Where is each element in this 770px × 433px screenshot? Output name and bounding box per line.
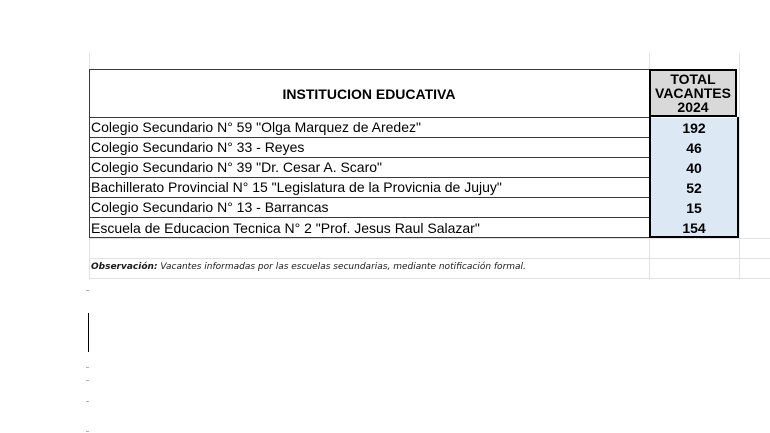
- table-row-name[interactable]: Colegio Secundario N° 39 "Dr. Cesar A. Scaro": [91, 159, 383, 175]
- header-total-line1: TOTAL: [670, 71, 716, 87]
- margin-tick: [86, 401, 89, 402]
- table-row-value[interactable]: 40: [651, 158, 737, 178]
- table-row-name[interactable]: Escuela de Educacion Tecnica N° 2 "Prof. Jesus Raul Salazar": [91, 220, 480, 236]
- margin-tick: [86, 431, 89, 432]
- table-row-name[interactable]: Colegio Secundario N° 13 - Barrancas: [91, 199, 329, 215]
- header-institution[interactable]: INSTITUCION EDUCATIVA: [282, 86, 456, 102]
- observation-label: Observación:: [91, 262, 158, 272]
- text-cursor: [88, 313, 89, 352]
- margin-tick: [86, 367, 89, 368]
- grid-line: [89, 258, 770, 259]
- grid-line: [739, 53, 740, 280]
- margin-tick: [86, 380, 89, 381]
- table-border-top: [89, 69, 649, 70]
- grid-line: [89, 238, 770, 239]
- margin-tick: [86, 290, 89, 291]
- table-row-value[interactable]: 52: [651, 178, 737, 198]
- table-row-value[interactable]: 15: [651, 198, 737, 218]
- table-row-value[interactable]: 192: [651, 118, 737, 138]
- table-row-name[interactable]: Bachillerato Provincial N° 15 "Legislatura de la Provicnia de Jujuy": [91, 179, 502, 195]
- observation-note[interactable]: [91, 262, 526, 272]
- header-total-line3: 2024: [677, 99, 709, 115]
- header-total-line2: VACANTES: [655, 85, 731, 101]
- table-row-name[interactable]: Colegio Secundario N° 59 "Olga Marquez de Aredez": [91, 119, 421, 135]
- grid-line: [89, 278, 770, 279]
- table-row-name[interactable]: Colegio Secundario N° 33 - Reyes: [91, 139, 305, 155]
- observation-text: Vacantes informadas por las escuelas secundarias, mediante notificación formal.: [157, 262, 526, 272]
- table-row-value[interactable]: 154: [651, 218, 737, 238]
- table-row-value[interactable]: 46: [651, 138, 737, 158]
- header-total-vacantes[interactable]: [649, 69, 737, 117]
